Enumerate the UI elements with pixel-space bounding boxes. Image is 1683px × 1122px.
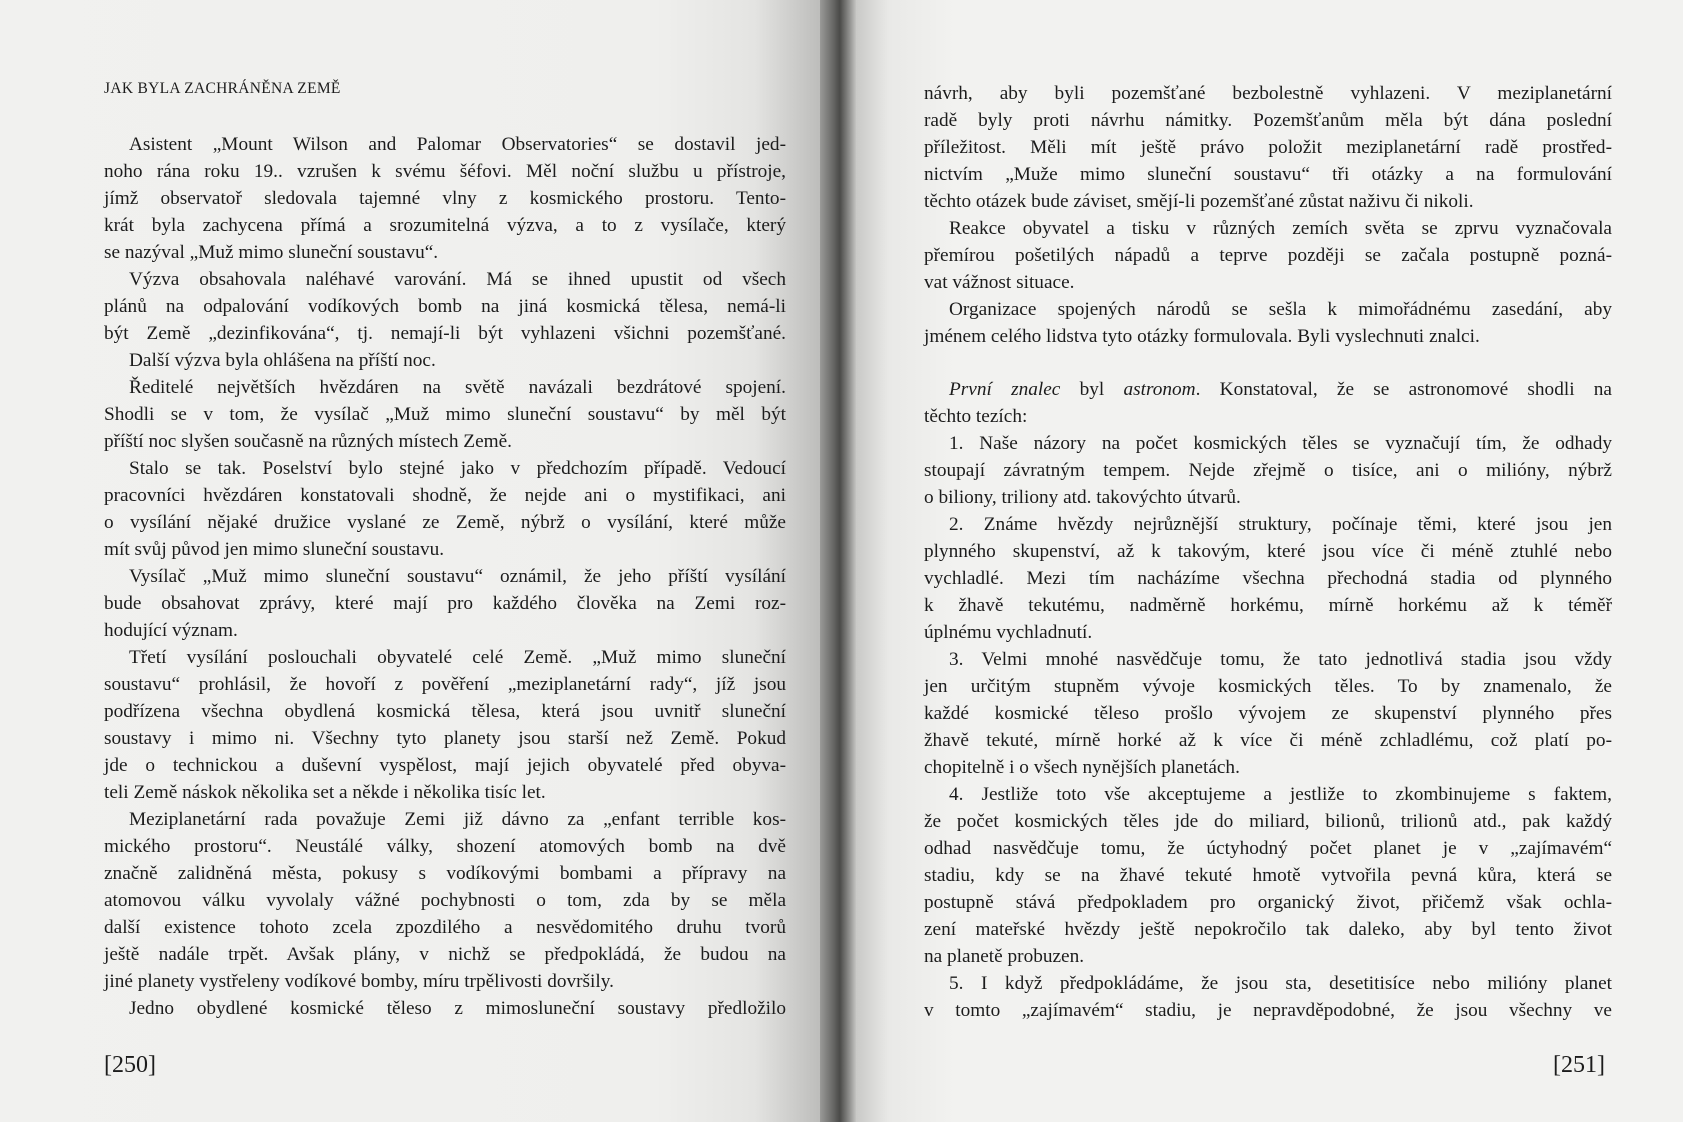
page-number: [250]	[104, 1052, 156, 1078]
text-line: těchto tezích:	[924, 406, 1028, 427]
text-line: stoupají závratným tempem. Nejde zřejmě o tisíce, ani o milióny, nýbrž	[924, 460, 1612, 481]
right-page-text	[924, 80, 1612, 1024]
text-line: na planetě probuzen.	[924, 946, 1085, 967]
text-line: Výzva obsahovala naléhavé varování. Má se ihned upustit od všech	[129, 269, 786, 290]
text-line: Vysílač „Muž mimo sluneční soustavu“ oznámil, že jeho příští vysílání	[129, 566, 786, 587]
text-line: ještě nadále trpět. Avšak plány, v nichž se předpokládá, že budou na	[104, 944, 786, 965]
text-line: být Země „dezinfikována“, tj. nemají-li být vyhlazeni všichni pozemšťané.	[104, 323, 786, 344]
text-line: další existence tohoto zcela zpozdilého a nesvědomitého druhu tvorů	[104, 917, 786, 938]
text-line: zení mateřské hvězdy ještě nepokročilo tak daleko, aby byl tento život	[924, 919, 1612, 940]
text-line: noho rána roku 19.. vzrušen k svému šéfovi. Měl noční službu u přístroje,	[104, 161, 786, 182]
text-line: odhad nasvědčuje tomu, že úctyhodný počet planet je v „zajímavém“	[924, 838, 1612, 859]
text-line: v tomto „zajímavém“ stadiu, je nepravděpodobné, že jsou všechny ve	[924, 1000, 1612, 1021]
text-line: 5. I když předpokládáme, že jsou sta, desetitisíce nebo milióny planet	[949, 973, 1612, 994]
text-line: jménem celého lidstva tyto otázky formulovala. Byli vyslechnuti znalci.	[924, 326, 1480, 347]
text-line: že počet kosmických těles jde do miliard, bilionů, trilionů atd., pak každý	[924, 811, 1612, 832]
text-line: pracovníci hvězdáren konstatovali shodně, že nejde ani o mystifikaci, ani	[104, 485, 786, 506]
text-line: nictvím „Muže mimo sluneční soustavu“ tři otázky a na formulování	[924, 164, 1612, 185]
text-line: radě byly proti návrhu námitky. Pozemšťanům měla být dána poslední	[924, 110, 1612, 131]
text-line: jen určitým stupněm vývoje kosmických těles. To by znamenalo, že	[924, 676, 1612, 697]
text-line: o biliony, triliony atd. takovýchto útvarů.	[924, 487, 1241, 508]
running-head: JAK BYLA ZACHRÁNĚNA ZEMĚ	[104, 80, 341, 97]
text-line: krát byla zachycena přímá a srozumitelná výzva, a to z vysílače, který	[104, 215, 786, 236]
text-line: k žhavě tekutému, nadměrně horkému, mírně horkému až k téměř	[924, 595, 1612, 616]
text-line: 2. Známe hvězdy nejrůznější struktury, počínaje těmi, které jsou jen	[949, 514, 1612, 535]
text-line: se nazýval „Muž mimo sluneční soustavu“.	[104, 242, 439, 263]
text-line: značně zalidněná města, pokusy s vodíkovými bombami a přípravy na	[104, 863, 786, 884]
section-break	[924, 350, 1612, 376]
text-line: 3. Velmi mnohé nasvědčuje tomu, že tato jednotlivá stadia jsou vždy	[949, 649, 1612, 670]
right-page	[856, 0, 1683, 1122]
text-line: těchto otázek bude záviset, smějí-li pozemšťané zůstat naživu či nikoli.	[924, 191, 1474, 212]
text-line: hodující význam.	[104, 620, 238, 641]
text-line: podřízena všechna obydlená kosmická tělesa, která jsou uvnitř sluneční	[104, 701, 786, 722]
text-line: jiné planety vystřeleny vodíkové bomby, míru trpělivosti dovršily.	[104, 971, 614, 992]
book-gutter	[820, 0, 856, 1122]
text-line: Shodli se v tom, že vysílač „Muž mimo sluneční soustavu“ by měl být	[104, 404, 786, 425]
text-line: příležitost. Měli mít ještě právo položit meziplanetární radě prostřed-	[924, 137, 1612, 158]
text-line: atomovou válku vyvolaly vážné pochybnosti o tom, zda by se měla	[104, 890, 786, 911]
text-fragment: . Konstatoval, že se astronomové shodli na	[1195, 379, 1612, 400]
italic-phrase: astronom	[1123, 379, 1196, 400]
text-line: soustavu“ prohlásil, že hovoří z pověření „meziplanetární rady“, jíž jsou	[104, 674, 786, 695]
text-fragment: byl	[1060, 379, 1124, 400]
text-line: jde o technickou a duševní vyspělost, mají jejich obyvatelé před obyva-	[104, 755, 786, 776]
text-line: plynného skupenství, až k takovým, které jsou více či méně ztuhlé nebo	[924, 541, 1612, 562]
text-line: bude obsahovat zprávy, které mají pro každého člověka na Zemi roz-	[104, 593, 786, 614]
text-line: Asistent „Mount Wilson and Palomar Observatories“ se dostavil jed-	[129, 134, 786, 155]
text-line: žhavě tekuté, mírně horké až k více či méně zchladlému, což platí po-	[924, 730, 1612, 751]
text-line: Reakce obyvatel a tisku v různých zemích světa se zprvu vyznačovala	[949, 218, 1612, 239]
text-line: jímž observatoř sledovala tajemné vlny z kosmického prostoru. Tento-	[104, 188, 786, 209]
text-line: Stalo se tak. Poselství bylo stejné jako v předchozím případě. Vedoucí	[129, 458, 786, 479]
text-line: Meziplanetární rada považuje Zemi již dávno za „enfant terrible kos-	[129, 809, 786, 830]
text-line: vat vážnost situace.	[924, 272, 1075, 293]
text-line: o vysílání nějaké družice vyslané ze Země, nýbrž o vysílání, které může	[104, 512, 786, 533]
left-page	[0, 0, 820, 1122]
text-line: mít svůj původ jen mimo sluneční soustavu.	[104, 539, 445, 560]
italic-phrase: První znalec	[949, 379, 1061, 400]
text-line: teli Země náskok několika set a někde i několika tisíc let.	[104, 782, 546, 803]
text-line: 1. Naše názory na počet kosmických těles se vyznačují tím, že odhady	[949, 433, 1612, 454]
left-page-text	[104, 131, 786, 1022]
text-line: vychladlé. Mezi tím nacházíme všechna přechodná stadia od plynného	[924, 568, 1612, 589]
page-number: [251]	[1553, 1052, 1605, 1078]
text-line: Další výzva byla ohlášena na příští noc.	[129, 350, 436, 371]
text-line: každé kosmické těleso prošlo vývojem ze skupenství plynného přes	[924, 703, 1612, 724]
text-line: postupně stává předpokladem pro organický život, přičemž však ochla-	[924, 892, 1612, 913]
text-line: přemírou pošetilých nápadů a teprve později se začala postupně pozná-	[924, 245, 1612, 266]
text-line	[924, 376, 1612, 403]
text-line: chopitelně i o všech nynějších planetách.	[924, 757, 1240, 778]
text-line: plánů na odpalování vodíkových bomb na jiná kosmická tělesa, nemá-li	[104, 296, 786, 317]
text-line: Třetí vysílání poslouchali obyvatelé celé Země. „Muž mimo sluneční	[129, 647, 786, 668]
text-line: Jedno obydlené kosmické těleso z mimosluneční soustavy předložilo	[129, 998, 786, 1019]
text-line: 4. Jestliže toto vše akceptujeme a jestliže to zkombinujeme s faktem,	[949, 784, 1612, 805]
text-line: úplnému vychladnutí.	[924, 622, 1093, 643]
text-line: mického prostoru“. Neustálé války, shození atomových bomb na dvě	[104, 836, 786, 857]
text-line: soustavy i mimo ni. Všechny tyto planety jsou starší než Země. Pokud	[104, 728, 786, 749]
text-line: příští noc slyšen současně na různých místech Země.	[104, 431, 513, 452]
text-line: stadiu, kdy se na žhavé tekuté hmotě vytvořila pevná kůra, která se	[924, 865, 1612, 886]
text-line: návrh, aby byli pozemšťané bezbolestně vyhlazeni. V meziplanetární	[924, 83, 1612, 104]
text-line: Ředitelé největších hvězdáren na světě navázali bezdrátové spojení.	[129, 377, 786, 398]
text-line: Organizace spojených národů se sešla k mimořádnému zasedání, aby	[949, 299, 1612, 320]
